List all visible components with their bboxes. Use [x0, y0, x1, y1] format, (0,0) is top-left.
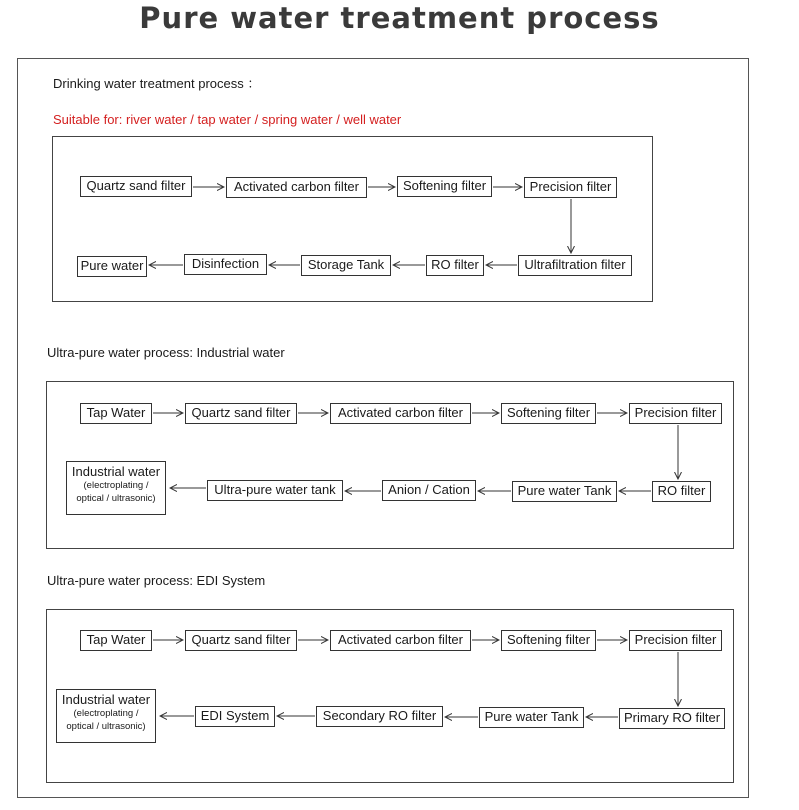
s3-activated-carbon-filter: Activated carbon filter — [330, 630, 471, 651]
s1-activated-carbon-filter: Activated carbon filter — [226, 177, 367, 198]
s3-industrial-water — [56, 689, 156, 743]
s2-industrial-water-sub2: optical / ultrasonic) — [76, 493, 156, 504]
s1-precision-filter: Precision filter — [524, 177, 617, 198]
s3-edi-system: EDI System — [195, 706, 275, 727]
s2-ultra-pure-water-tank: Ultra-pure water tank — [207, 480, 343, 501]
s2-pure-water-tank: Pure water Tank — [512, 481, 617, 502]
s3-industrial-water-sub2: optical / ultrasonic) — [66, 721, 146, 732]
s2-activated-carbon-filter: Activated carbon filter — [330, 403, 471, 424]
s1-quartz-sand-filter: Quartz sand filter — [80, 176, 192, 197]
s3-primary-ro-filter: Primary RO filter — [619, 708, 725, 729]
s3-industrial-water-title: Industrial water — [61, 692, 151, 707]
s1-pure-water: Pure water — [77, 256, 147, 277]
s2-industrial-water-title: Industrial water — [71, 464, 161, 479]
s3-quartz-sand-filter: Quartz sand filter — [185, 630, 297, 651]
s2-quartz-sand-filter: Quartz sand filter — [185, 403, 297, 424]
section3-heading: Ultra-pure water process: EDI System — [47, 573, 266, 588]
s2-industrial-water — [66, 461, 166, 515]
s2-softening-filter: Softening filter — [501, 403, 596, 424]
s2-ro-filter: RO filter — [652, 481, 711, 502]
s3-industrial-water-sub1: (electroplating / — [73, 708, 139, 719]
s1-disinfection: Disinfection — [184, 254, 267, 275]
s1-ro-filter: RO filter — [426, 255, 484, 276]
s3-pure-water-tank: Pure water Tank — [479, 707, 584, 728]
s1-softening-filter: Softening filter — [397, 176, 492, 197]
s2-precision-filter: Precision filter — [629, 403, 722, 424]
s3-softening-filter: Softening filter — [501, 630, 596, 651]
s1-ultrafiltration-filter: Ultrafiltration filter — [518, 255, 632, 276]
section2-heading: Ultra-pure water process: Industrial water — [47, 345, 285, 360]
page-title: Pure water treatment process — [139, 1, 660, 35]
s3-tap-water: Tap Water — [80, 630, 152, 651]
s2-industrial-water-sub1: (electroplating / — [83, 480, 149, 491]
s3-precision-filter: Precision filter — [629, 630, 722, 651]
s3-secondary-ro-filter: Secondary RO filter — [316, 706, 443, 727]
section1-heading: Drinking water treatment process ： — [53, 76, 261, 91]
s1-storage-tank: Storage Tank — [301, 255, 391, 276]
section1-suitable: Suitable for: river water / tap water / spring water / well water — [53, 112, 402, 127]
section1-panel — [52, 136, 653, 302]
s2-anion-cation: Anion / Cation — [382, 480, 476, 501]
s2-tap-water: Tap Water — [80, 403, 152, 424]
